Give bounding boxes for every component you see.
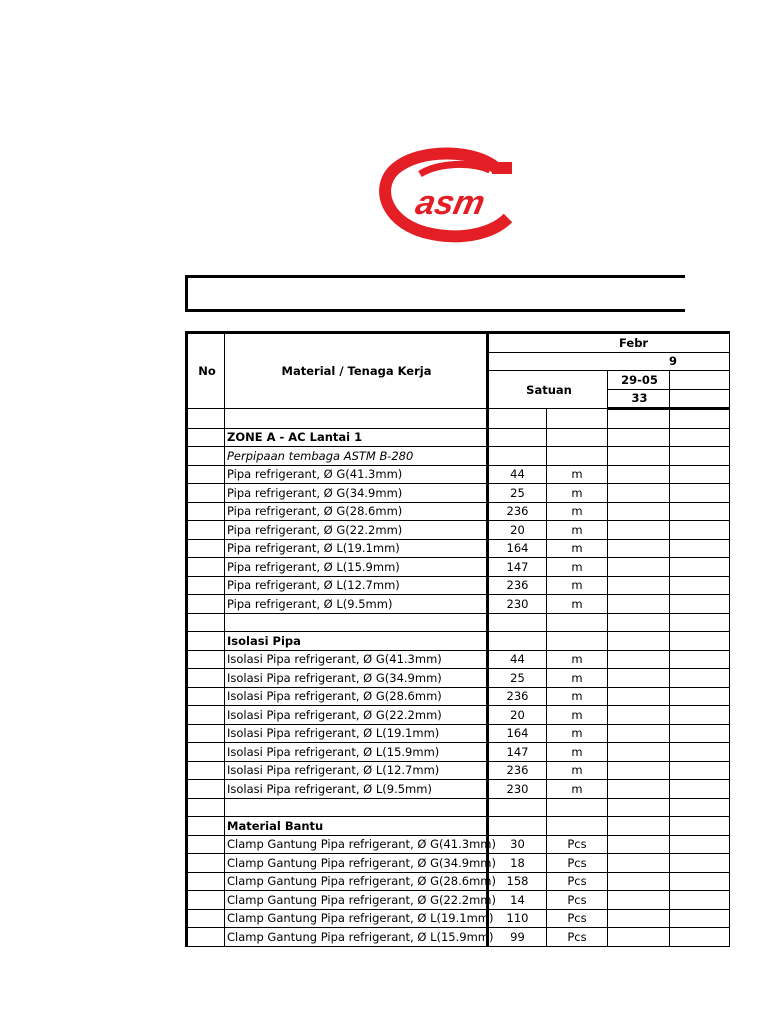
cell-progress	[608, 613, 670, 632]
table-row	[187, 502, 730, 521]
cell-extra	[670, 669, 730, 688]
cell-quantity: 236	[488, 687, 547, 706]
cell-no	[187, 632, 225, 651]
cell-unit: m	[547, 650, 608, 669]
logo-wordmark: asm	[412, 184, 489, 222]
cell-no	[187, 428, 225, 447]
col-header-no: No	[187, 333, 225, 409]
cell-extra	[670, 502, 730, 521]
cell-progress	[608, 558, 670, 577]
cell-unit: m	[547, 576, 608, 595]
cell-quantity: 158	[488, 872, 547, 891]
cell-quantity	[488, 817, 547, 836]
cell-no	[187, 835, 225, 854]
cell-progress	[608, 650, 670, 669]
table-row	[187, 447, 730, 466]
cell-extra	[670, 706, 730, 725]
cell-extra	[670, 428, 730, 447]
cell-no	[187, 817, 225, 836]
cell-material: Pipa refrigerant, Ø L(12.7mm)	[225, 576, 488, 595]
cell-unit	[547, 409, 608, 429]
cell-quantity: 236	[488, 502, 547, 521]
table-row	[187, 576, 730, 595]
table-row	[187, 484, 730, 503]
cell-quantity: 99	[488, 928, 547, 947]
cell-extra	[670, 409, 730, 429]
cell-progress	[608, 854, 670, 873]
cell-quantity	[488, 613, 547, 632]
cell-material: Clamp Gantung Pipa refrigerant, Ø G(41.3mm)	[225, 835, 488, 854]
cell-quantity: 147	[488, 743, 547, 762]
cell-no	[187, 798, 225, 817]
cell-extra	[670, 872, 730, 891]
cell-quantity: 44	[488, 465, 547, 484]
cell-no	[187, 539, 225, 558]
cell-extra	[670, 780, 730, 799]
cell-no	[187, 576, 225, 595]
material-sheet	[185, 331, 678, 949]
cell-no	[187, 872, 225, 891]
cell-unit: m	[547, 761, 608, 780]
cell-material: Isolasi Pipa refrigerant, Ø G(28.6mm)	[225, 687, 488, 706]
cell-no	[187, 558, 225, 577]
cell-progress	[608, 502, 670, 521]
cell-progress	[608, 891, 670, 910]
cell-no	[187, 521, 225, 540]
cell-quantity	[488, 798, 547, 817]
cell-no	[187, 687, 225, 706]
cell-material: Pipa refrigerant, Ø G(28.6mm)	[225, 502, 488, 521]
cell-material: ZONE A - AC Lantai 1	[225, 428, 488, 447]
table-row	[187, 817, 730, 836]
cell-quantity: 18	[488, 854, 547, 873]
cell-unit	[547, 447, 608, 466]
table-row	[187, 743, 730, 762]
cell-no	[187, 743, 225, 762]
table-row	[187, 928, 730, 947]
cell-material: Clamp Gantung Pipa refrigerant, Ø L(15.9mm)	[225, 928, 488, 947]
cell-quantity: 25	[488, 484, 547, 503]
cell-extra	[670, 576, 730, 595]
cell-unit: m	[547, 521, 608, 540]
cell-material: Clamp Gantung Pipa refrigerant, Ø G(22.2mm)	[225, 891, 488, 910]
cell-extra	[670, 465, 730, 484]
cell-quantity: 147	[488, 558, 547, 577]
cell-material: Clamp Gantung Pipa refrigerant, Ø G(34.9mm)	[225, 854, 488, 873]
table-row	[187, 780, 730, 799]
cell-progress	[608, 706, 670, 725]
cell-material	[225, 613, 488, 632]
table-row	[187, 632, 730, 651]
cell-no	[187, 613, 225, 632]
cell-progress	[608, 928, 670, 947]
table-row	[187, 872, 730, 891]
table-row	[187, 798, 730, 817]
cell-progress	[608, 798, 670, 817]
cell-quantity: 20	[488, 706, 547, 725]
cell-extra	[670, 558, 730, 577]
cell-progress	[608, 743, 670, 762]
cell-no	[187, 409, 225, 429]
cell-quantity	[488, 428, 547, 447]
table-row	[187, 909, 730, 928]
table-row	[187, 539, 730, 558]
cell-extra	[670, 743, 730, 762]
cell-progress	[608, 817, 670, 836]
cell-no	[187, 909, 225, 928]
cell-unit: Pcs	[547, 909, 608, 928]
cell-unit: m	[547, 706, 608, 725]
table-row	[187, 724, 730, 743]
cell-quantity: 14	[488, 891, 547, 910]
cell-quantity: 25	[488, 669, 547, 688]
cell-unit: m	[547, 595, 608, 614]
cell-material: Pipa refrigerant, Ø G(34.9mm)	[225, 484, 488, 503]
title-box	[185, 275, 685, 312]
cell-progress	[608, 539, 670, 558]
cell-quantity: 164	[488, 539, 547, 558]
table-row	[187, 595, 730, 614]
cell-progress	[608, 687, 670, 706]
cell-no	[187, 447, 225, 466]
cell-progress	[608, 835, 670, 854]
header-week: 9	[488, 352, 730, 371]
cell-progress	[608, 724, 670, 743]
cell-material: Isolasi Pipa refrigerant, Ø G(22.2mm)	[225, 706, 488, 725]
cell-material: Isolasi Pipa	[225, 632, 488, 651]
material-table	[185, 331, 730, 947]
table-row	[187, 521, 730, 540]
cell-material: Isolasi Pipa refrigerant, Ø L(9.5mm)	[225, 780, 488, 799]
header-row-month	[187, 333, 730, 353]
cell-material: Clamp Gantung Pipa refrigerant, Ø G(28.6mm)	[225, 872, 488, 891]
cell-extra	[670, 724, 730, 743]
cell-material: Pipa refrigerant, Ø G(22.2mm)	[225, 521, 488, 540]
cell-progress	[608, 595, 670, 614]
cell-unit: Pcs	[547, 854, 608, 873]
cell-quantity: 230	[488, 780, 547, 799]
cell-material: Isolasi Pipa refrigerant, Ø L(15.9mm)	[225, 743, 488, 762]
cell-no	[187, 706, 225, 725]
table-row	[187, 465, 730, 484]
cell-unit: m	[547, 743, 608, 762]
cell-progress	[608, 484, 670, 503]
cell-no	[187, 854, 225, 873]
cell-unit: m	[547, 465, 608, 484]
cell-unit: m	[547, 780, 608, 799]
table-row	[187, 428, 730, 447]
cell-material: Pipa refrigerant, Ø L(9.5mm)	[225, 595, 488, 614]
cell-material: Pipa refrigerant, Ø L(19.1mm)	[225, 539, 488, 558]
cell-material: Isolasi Pipa refrigerant, Ø G(34.9mm)	[225, 669, 488, 688]
cell-quantity: 110	[488, 909, 547, 928]
cell-unit: m	[547, 502, 608, 521]
cell-extra	[670, 613, 730, 632]
cell-unit	[547, 798, 608, 817]
cell-extra	[670, 595, 730, 614]
cell-unit	[547, 632, 608, 651]
cell-unit: m	[547, 539, 608, 558]
cell-quantity: 164	[488, 724, 547, 743]
cell-extra	[670, 632, 730, 651]
cell-quantity: 44	[488, 650, 547, 669]
cell-no	[187, 724, 225, 743]
cell-material	[225, 798, 488, 817]
cell-unit: m	[547, 558, 608, 577]
cell-quantity	[488, 447, 547, 466]
cell-unit: Pcs	[547, 835, 608, 854]
cell-material: Perpipaan tembaga ASTM B-280	[225, 447, 488, 466]
cell-progress	[608, 909, 670, 928]
table-row	[187, 650, 730, 669]
cell-unit: Pcs	[547, 928, 608, 947]
header-day-number: 33	[608, 389, 670, 409]
cell-extra	[670, 798, 730, 817]
cell-progress	[608, 409, 670, 429]
cell-progress	[608, 576, 670, 595]
cell-material: Isolasi Pipa refrigerant, Ø G(41.3mm)	[225, 650, 488, 669]
cell-quantity	[488, 632, 547, 651]
cell-unit	[547, 428, 608, 447]
table-row	[187, 835, 730, 854]
cell-progress	[608, 872, 670, 891]
cell-progress	[608, 521, 670, 540]
cell-no	[187, 761, 225, 780]
cell-material: Clamp Gantung Pipa refrigerant, Ø L(19.1mm)	[225, 909, 488, 928]
cell-extra	[670, 447, 730, 466]
cell-quantity: 30	[488, 835, 547, 854]
cell-unit	[547, 613, 608, 632]
table-row	[187, 558, 730, 577]
cell-no	[187, 650, 225, 669]
cell-quantity: 230	[488, 595, 547, 614]
cell-progress	[608, 428, 670, 447]
table-row	[187, 669, 730, 688]
col-header-satuan: Satuan	[488, 371, 608, 409]
table-row	[187, 409, 730, 429]
cell-quantity	[488, 409, 547, 429]
cell-progress	[608, 465, 670, 484]
table-row	[187, 891, 730, 910]
cell-progress	[608, 632, 670, 651]
cell-no	[187, 595, 225, 614]
cell-extra	[670, 761, 730, 780]
cell-material: Isolasi Pipa refrigerant, Ø L(19.1mm)	[225, 724, 488, 743]
cell-extra	[670, 817, 730, 836]
cell-progress	[608, 780, 670, 799]
cell-material: Pipa refrigerant, Ø G(41.3mm)	[225, 465, 488, 484]
cell-unit: m	[547, 669, 608, 688]
company-logo	[380, 148, 516, 240]
cell-quantity: 236	[488, 761, 547, 780]
header-month: Febr	[488, 333, 730, 353]
cell-extra	[670, 909, 730, 928]
cell-progress	[608, 761, 670, 780]
cell-material: Isolasi Pipa refrigerant, Ø L(12.7mm)	[225, 761, 488, 780]
cell-extra	[670, 835, 730, 854]
cell-unit: m	[547, 724, 608, 743]
cell-quantity: 236	[488, 576, 547, 595]
cell-material	[225, 409, 488, 429]
cell-quantity: 20	[488, 521, 547, 540]
table-row	[187, 687, 730, 706]
cell-extra	[670, 928, 730, 947]
cell-no	[187, 780, 225, 799]
header-date: 29-05	[608, 371, 670, 390]
cell-no	[187, 669, 225, 688]
table-row	[187, 854, 730, 873]
cell-no	[187, 502, 225, 521]
cell-no	[187, 891, 225, 910]
cell-progress	[608, 669, 670, 688]
cell-no	[187, 484, 225, 503]
table-row	[187, 706, 730, 725]
cell-extra	[670, 687, 730, 706]
cell-extra	[670, 521, 730, 540]
cell-material: Material Bantu	[225, 817, 488, 836]
cell-extra	[670, 650, 730, 669]
cell-no	[187, 465, 225, 484]
cell-extra	[670, 854, 730, 873]
cell-extra	[670, 539, 730, 558]
cell-unit: Pcs	[547, 891, 608, 910]
cell-unit: Pcs	[547, 872, 608, 891]
cell-extra	[670, 484, 730, 503]
cell-unit: m	[547, 484, 608, 503]
col-header-material: Material / Tenaga Kerja	[225, 333, 488, 409]
table-row	[187, 761, 730, 780]
cell-no	[187, 928, 225, 947]
cell-extra	[670, 891, 730, 910]
cell-unit: m	[547, 687, 608, 706]
cell-progress	[608, 447, 670, 466]
cell-material: Pipa refrigerant, Ø L(15.9mm)	[225, 558, 488, 577]
table-row	[187, 613, 730, 632]
cell-unit	[547, 817, 608, 836]
